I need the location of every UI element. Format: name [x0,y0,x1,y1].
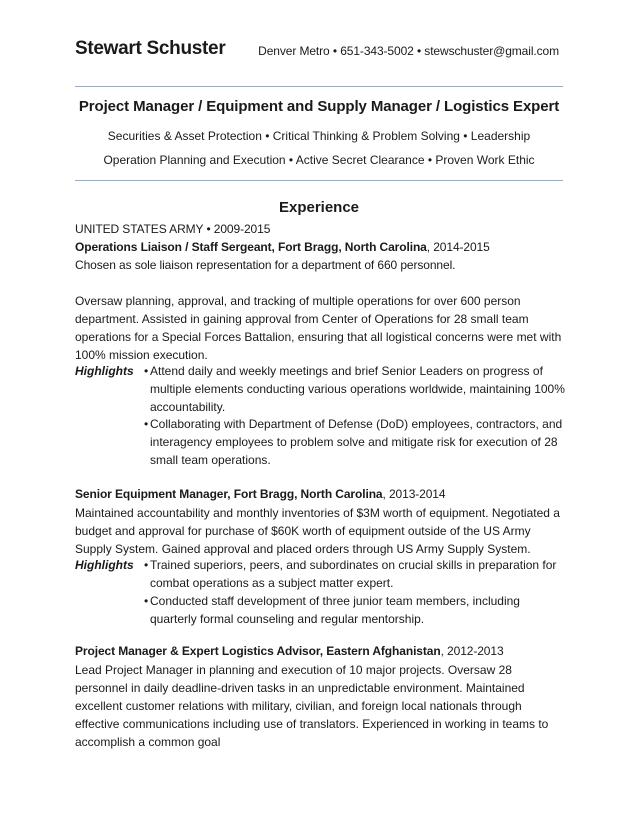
job-title: Operations Liaison / Staff Sergeant, Fort Bragg, North Carolina [75,240,427,254]
job-dates: , 2012-2013 [440,644,504,658]
section-heading-experience: Experience [278,199,360,216]
job-summary: Chosen as sole liaison representation for a department of 660 personnel. [75,258,456,272]
bullet-marker: • [144,364,149,378]
employer-line: UNITED STATES ARMY • 2009-2015 [75,222,271,236]
bullet-marker: • [144,558,149,572]
bottom-divider [75,180,563,181]
highlight-bullet: Collaborating with Department of Defense (DoD) employees, contractors, and interagency employees to problem solve and mitigate risk for execution of 28 small team operations. [150,417,563,467]
contact-info: Denver Metro • 651-343-5002 • stewschuster@gmail.com [258,44,559,58]
job-dates: , 2014-2015 [426,240,490,254]
highlight-bullet: Trained superiors, peers, and subordinates on crucial skills in preparation for combat operations as a subject matter expert. [150,558,557,590]
job-description: Oversaw planning, approval, and tracking of multiple operations for over 600 person department. Assisted in gaining approval from Center of Operations for 28 small team operations for a Special Forces Battalion, ensuring that all logistical concerns were met with 100% mission execution. [75,294,562,362]
professional-title: Project Manager / Equipment and Supply Manager / Logistics Expert [78,98,560,115]
highlight-bullet: Conducted staff development of three junior team members, including quarterly formal counseling and regular mentorship. [150,594,520,626]
job-title: Senior Equipment Manager, Fort Bragg, North Carolina [75,487,383,501]
top-divider [75,86,563,87]
job-title: Project Manager & Expert Logistics Advisor, Eastern Afghanistan [75,644,441,658]
job-title-line [75,240,490,254]
candidate-name: Stewart Schuster [75,38,226,59]
job-title-line [75,644,504,658]
skills-line-2: Operation Planning and Execution • Active Secret Clearance • Proven Work Ethic [103,153,535,167]
highlights-label: Highlights [75,364,134,378]
resume-header [75,38,565,66]
skills-line-1: Securities & Asset Protection • Critical Thinking & Problem Solving • Leadership [107,129,531,143]
job-title-line [75,487,445,501]
job-description: Maintained accountability and monthly inventories of $3M worth of equipment. Negotiated a budget and approval for purchase of $60K worth of equipment outside of the US Army Supply System. Gained approval and placed orders through US Army Supply System. [75,506,560,556]
highlights-label: Highlights [75,558,134,572]
bullet-marker: • [144,594,149,608]
job-description: Lead Project Manager in planning and execution of 10 major projects. Oversaw 28 personnel in daily deadline-driven tasks in an unpredictable environment. Maintained excellent customer relations with military, civilian, and foreign local nationals through effective communications including use of translators. Experienced in working in teams to accomplish a common goal [75,663,549,749]
highlight-bullet: Attend daily and weekly meetings and brief Senior Leaders on progress of multiple elements conducting various operations worldwide, maintaining 100% accountability. [150,364,565,414]
job-dates: , 2013-2014 [382,487,446,501]
bullet-marker: • [144,417,149,431]
